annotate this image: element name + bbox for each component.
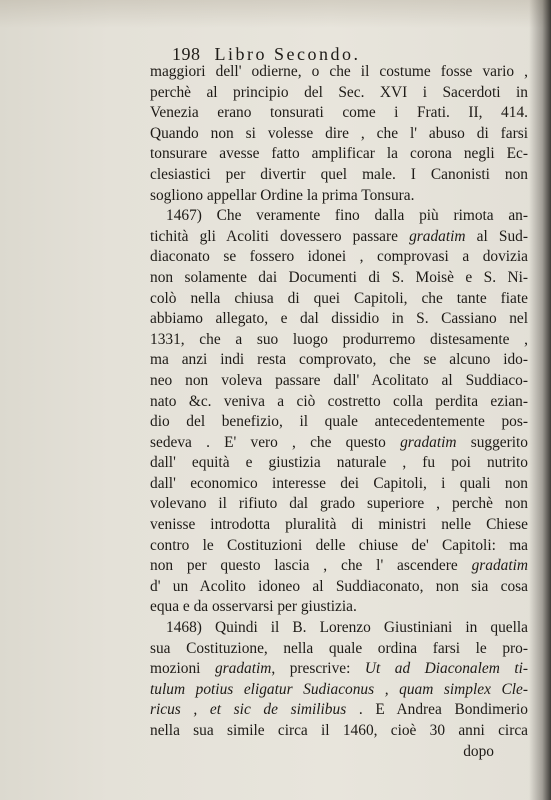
text-segment: nella sua simile circa il 1460, cioè 30 anni circa: [150, 722, 528, 739]
text-line: [150, 206, 528, 227]
running-title: Libro Secondo.: [214, 44, 361, 64]
text-line: [150, 186, 528, 207]
text-line: [150, 494, 528, 515]
text-line: [150, 556, 528, 577]
text-line: [150, 289, 528, 310]
text-segment: colò nella chiusa di quei Capitoli, che tante fiate: [150, 289, 528, 307]
text-segment: equa e da osservarsi per giustizia.: [150, 598, 357, 616]
text-line: [150, 453, 528, 474]
text-segment: mozioni: [150, 660, 215, 678]
text-line: [150, 124, 528, 145]
text-line: [150, 618, 528, 639]
text-line: [150, 721, 528, 742]
text-segment: Venezia erano tonsurati come i Frati. II, 414.: [150, 104, 528, 122]
text-line: [150, 350, 528, 371]
text-segment: dio del benefizio, il quale antecedentemente pos-: [150, 413, 528, 431]
binding-gutter: [529, 0, 551, 800]
text-segment: non solamente dai Documenti di S. Moisè e S. Ni-: [150, 268, 528, 286]
italic-text: Ut ad Diaconalem ti-: [364, 660, 529, 678]
text-line: [150, 247, 528, 268]
italic-text: tulum potius eligatur Sudiaconus , quam simplex Cle-: [150, 680, 528, 698]
text-segment: . E Andrea Bondimerio: [346, 701, 528, 719]
text-segment: maggiori dell' odierne, o che il costume fosse vario ,: [150, 63, 528, 80]
text-segment: venisse introdotta pluralità di ministri nelle Chiese: [150, 516, 528, 534]
text-segment: dall' economico interesse dei Capitoli, i quali non: [150, 474, 528, 492]
text-segment: sua Costituzione, nella quale ordina farsi le pro-: [150, 639, 528, 657]
italic-text: gradatim: [400, 433, 457, 451]
text-segment: tonsurare avesse fatto amplificar la corona negli Ec-: [150, 145, 528, 163]
text-segment: neo non voleva passare dall' Acolitato al Suddiaco-: [150, 371, 528, 389]
text-line: [150, 268, 528, 289]
text-segment: tichità gli Acoliti dovessero passare: [150, 227, 410, 245]
text-segment: 1468) Quindi il B. Lorenzo Giustiniani in quella: [166, 619, 528, 637]
text-line: [150, 515, 528, 536]
text-segment: dopo: [463, 742, 494, 760]
italic-text: gradatim: [214, 660, 272, 678]
text-line: [150, 577, 528, 598]
text-line: [150, 597, 528, 618]
text-line: [150, 227, 528, 248]
text-line: [150, 144, 528, 165]
text-line: [150, 700, 528, 721]
text-line: [150, 330, 528, 351]
text-segment: volevano il rifiuto dal grado superiore , perchè non: [150, 495, 528, 513]
text-segment: diaconato se fossero idonei , comprovasi a dovizia: [150, 248, 528, 266]
text-line: [150, 165, 528, 186]
text-segment: abbiamo allegato, e dal dissidio in S. Cassiano nel: [150, 310, 528, 328]
text-segment: perchè al principio del Sec. XVI i Sacerdoti in: [150, 83, 528, 101]
text-segment: , prescrive:: [271, 660, 365, 678]
text-line: [150, 371, 528, 392]
text-line: [150, 309, 528, 330]
italic-text: gradatim: [471, 557, 528, 575]
body-text: [150, 62, 528, 762]
text-segment: dall' equità e giustizia naturale , fu poi nutrito: [150, 454, 528, 472]
text-segment: Quando non si volesse dire , che l' abuso di farsi: [150, 124, 528, 142]
text-segment: sedeva . E' vero , che questo: [150, 433, 401, 451]
text-segment: 1467) Che veramente fino dalla più rimota an-: [166, 207, 528, 225]
text-segment: non per questo lascia , che l' ascendere: [150, 557, 472, 575]
text-segment: suggerito: [456, 433, 528, 451]
catchword: [150, 742, 528, 763]
page-edge-shadow: [0, 0, 551, 28]
italic-text: ricus , et sic de similibus: [150, 701, 347, 719]
text-line: [150, 474, 528, 495]
text-segment: 1331, che a suo luogo produrremo distesamente ,: [150, 330, 528, 348]
text-line: [150, 83, 528, 104]
text-line: [150, 680, 528, 701]
text-line: [150, 392, 528, 413]
text-segment: sogliono appellar Ordine la prima Tonsura.: [150, 186, 415, 204]
text-line: [150, 412, 528, 433]
italic-text: gradatim: [409, 227, 466, 245]
text-line: [150, 103, 528, 124]
text-line: [150, 62, 528, 83]
page-number: 198: [172, 44, 201, 64]
text-segment: d' un Acolito idoneo al Suddiaconato, non sia cosa: [150, 577, 528, 595]
text-segment: clesiastici per divertir quel male. I Canonisti non: [150, 165, 528, 183]
text-segment: ma anzi indi resta comprovato, che se alcuno ido-: [150, 351, 528, 369]
text-line: [150, 536, 528, 557]
text-segment: nato &c. veniva a ciò costretto colla perdita ezian-: [150, 392, 528, 410]
text-segment: al Sud-: [465, 227, 528, 245]
text-line: [150, 639, 528, 660]
text-line: [150, 433, 528, 454]
text-segment: contro le Costituzioni delle chiuse de' Capitoli: ma: [150, 536, 528, 554]
text-line: [150, 659, 528, 680]
